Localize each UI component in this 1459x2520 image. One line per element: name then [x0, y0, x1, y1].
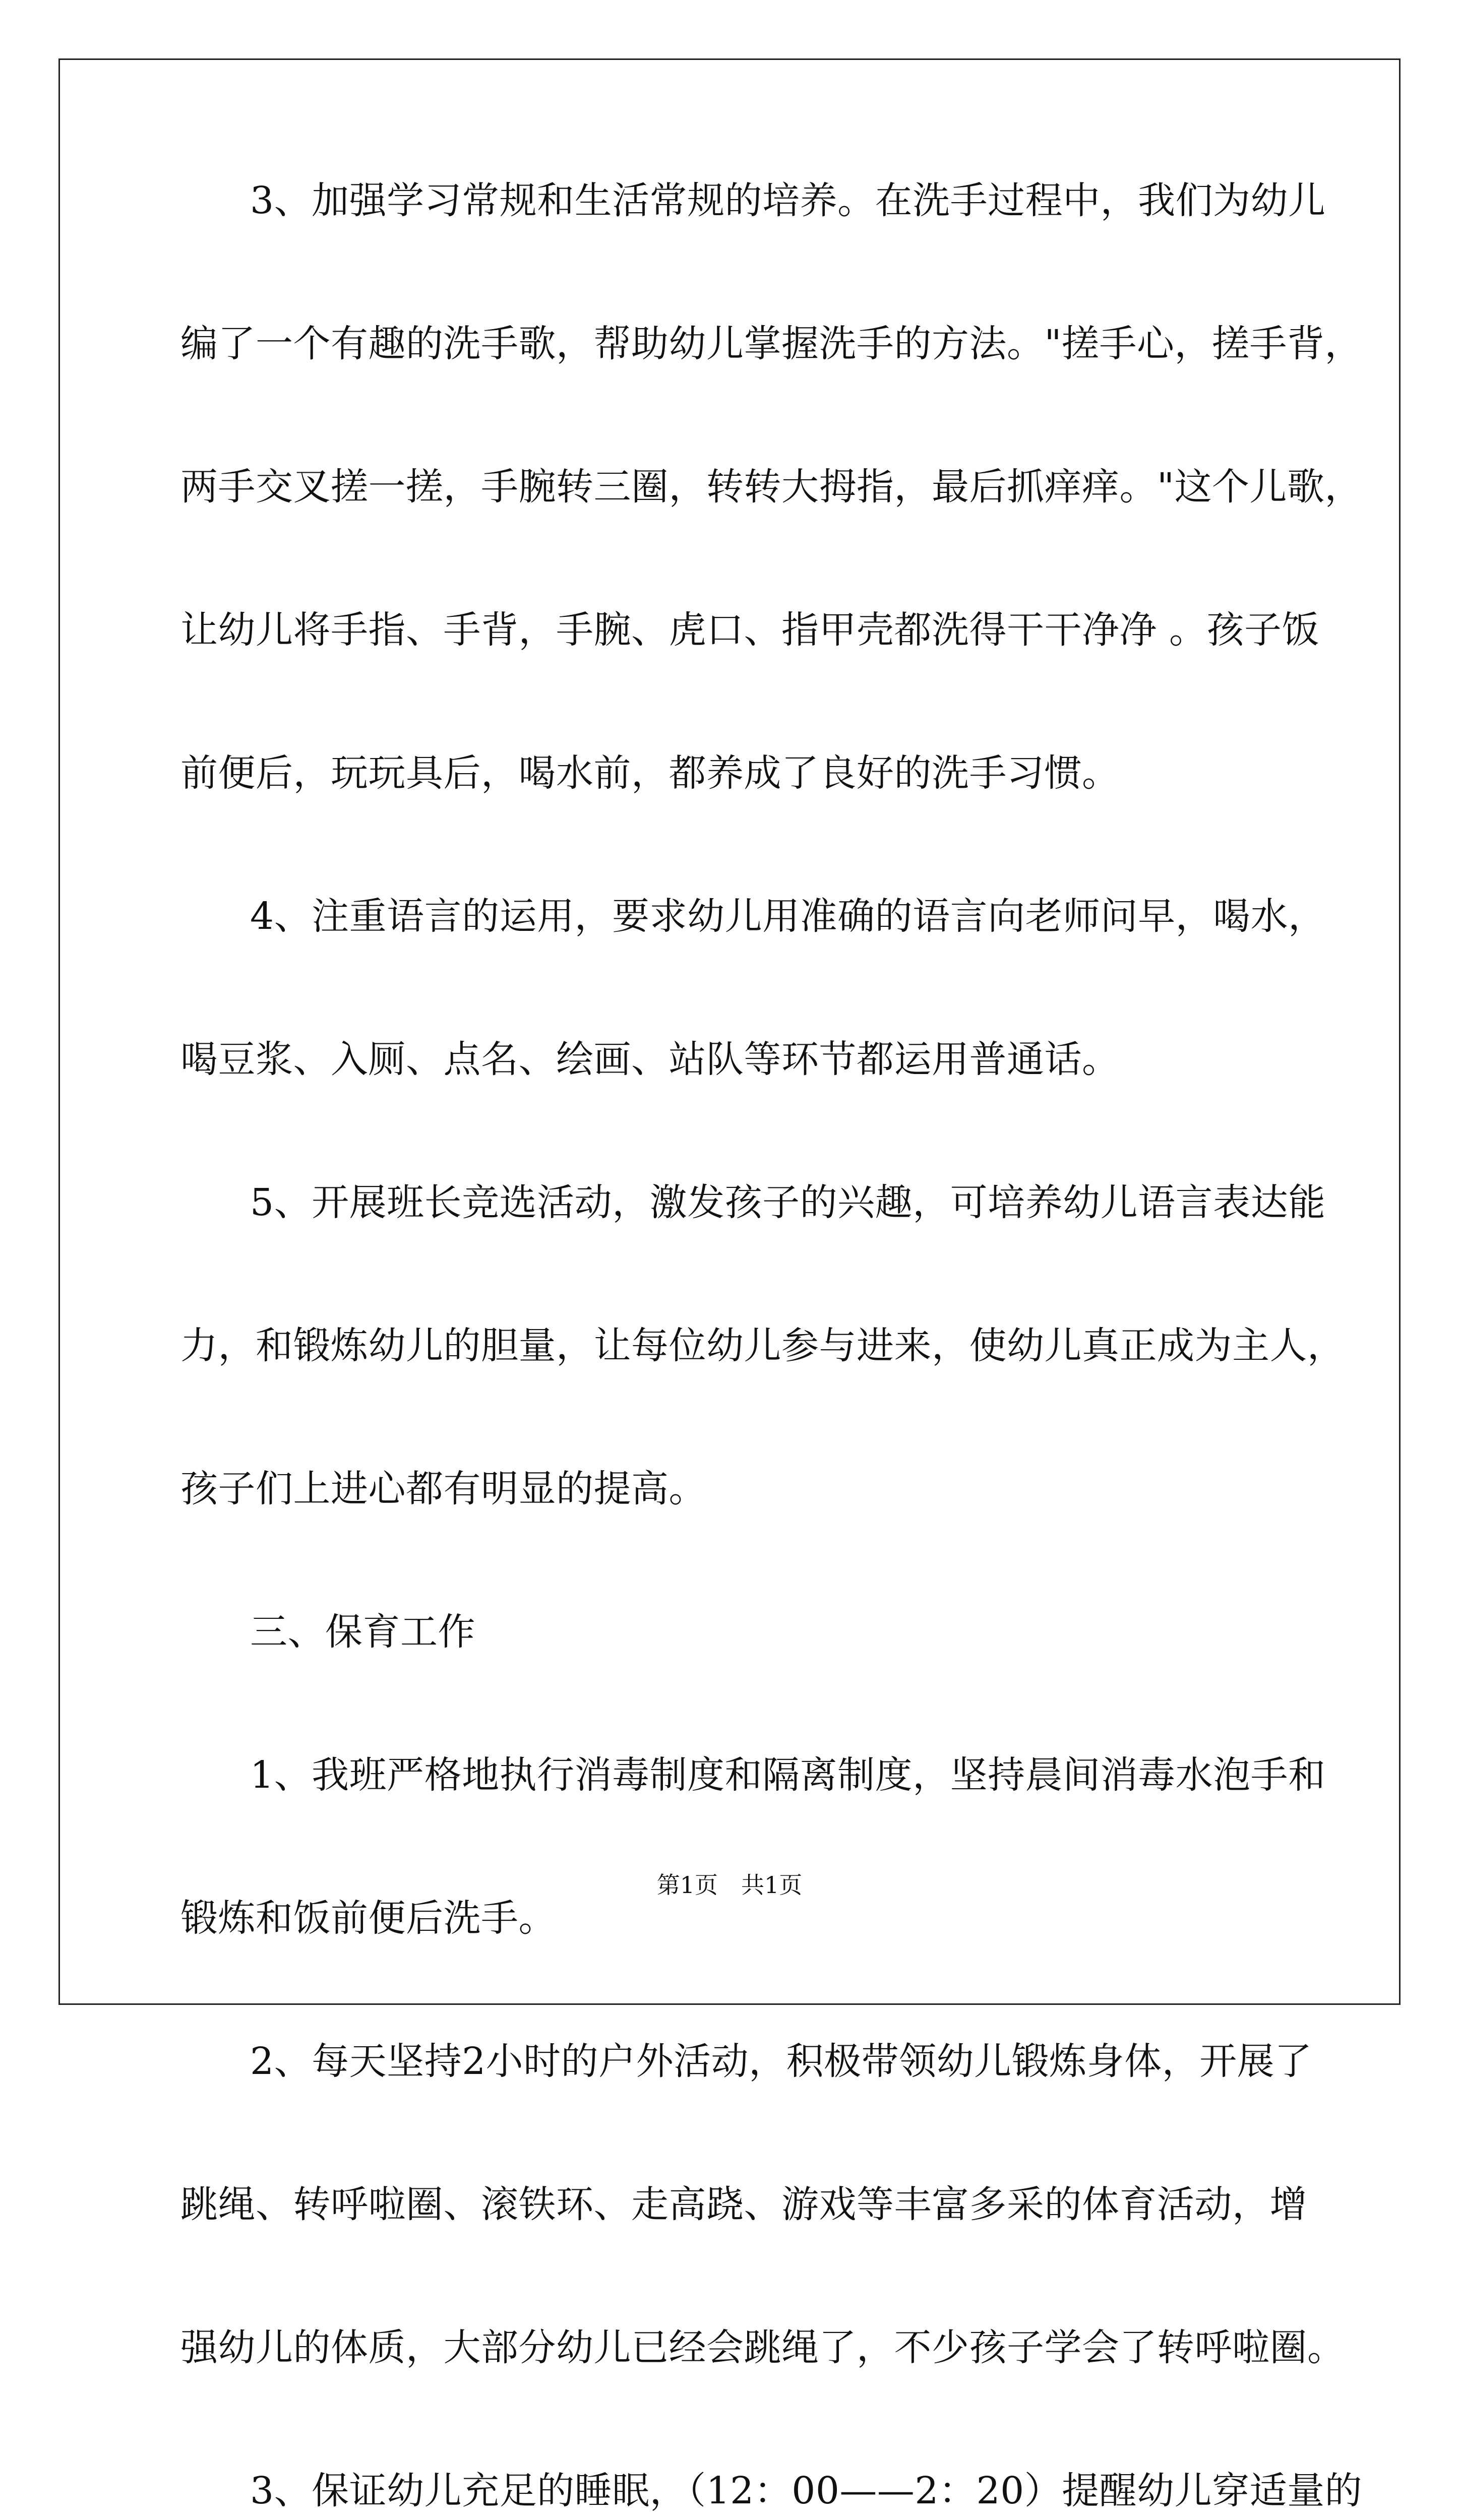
text-line-5: 前便后，玩玩具后，喝水前，都养成了良好的洗手习惯。: [180, 751, 1120, 795]
text-line-12: 1、我班严格地执行消毒制度和隔离制度，坚持晨间消毒水泡手和: [250, 1753, 1326, 1797]
text-line-13: 锻炼和饭前便后洗手。: [180, 1897, 556, 1940]
text-line-14: 2、每天坚持2小时的户外活动，积极带领幼儿锻炼身体，开展了: [250, 2040, 1312, 2083]
text-line-1: 3、加强学习常规和生活常规的培养。在洗手过程中，我们为幼儿: [250, 179, 1326, 222]
text-line-8: 5、开展班长竞选活动，激发孩子的兴趣，可培养幼儿语言表达能: [250, 1181, 1326, 1224]
text-line-9: 力，和锻炼幼儿的胆量，让每位幼儿参与进来，使幼儿真正成为主人，: [180, 1324, 1345, 1367]
text-line-6: 4、注重语言的运用，要求幼儿用准确的语言向老师问早，喝水，: [250, 895, 1326, 938]
text-line-16: 强幼儿的体质，大部分幼儿已经会跳绳了，不少孩子学会了转呼啦圈。: [180, 2326, 1345, 2369]
page-footer: 第1页 共1页: [656, 1871, 803, 1899]
text-line-3: 两手交叉搓一搓，手腕转三圈，转转大拇指，最后抓痒痒。"这个儿歌，: [180, 465, 1363, 509]
text-line-4: 让幼儿将手指、手背，手腕、虎口、指甲壳都洗得干干净净 。孩子饭: [180, 608, 1320, 652]
text-line-17: 3、保证幼儿充足的睡眠，（12：00——2：20）提醒幼儿穿适量的: [250, 2469, 1363, 2512]
text-line-2: 编了一个有趣的洗手歌，帮助幼儿掌握洗手的方法。"搓手心，搓手背，: [180, 322, 1363, 365]
document-body: [180, 175, 1363, 2520]
text-line-7: 喝豆浆、入厕、点名、绘画、站队等环节都运用普通话。: [180, 1038, 1120, 1081]
section-heading: 三、保育工作: [250, 1610, 475, 1654]
text-line-10: 孩子们上进心都有明显的提高。: [180, 1467, 706, 1510]
text-line-15: 跳绳、转呼啦圈、滚铁环、走高跷、游戏等丰富多采的体育活动，增: [180, 2183, 1307, 2226]
